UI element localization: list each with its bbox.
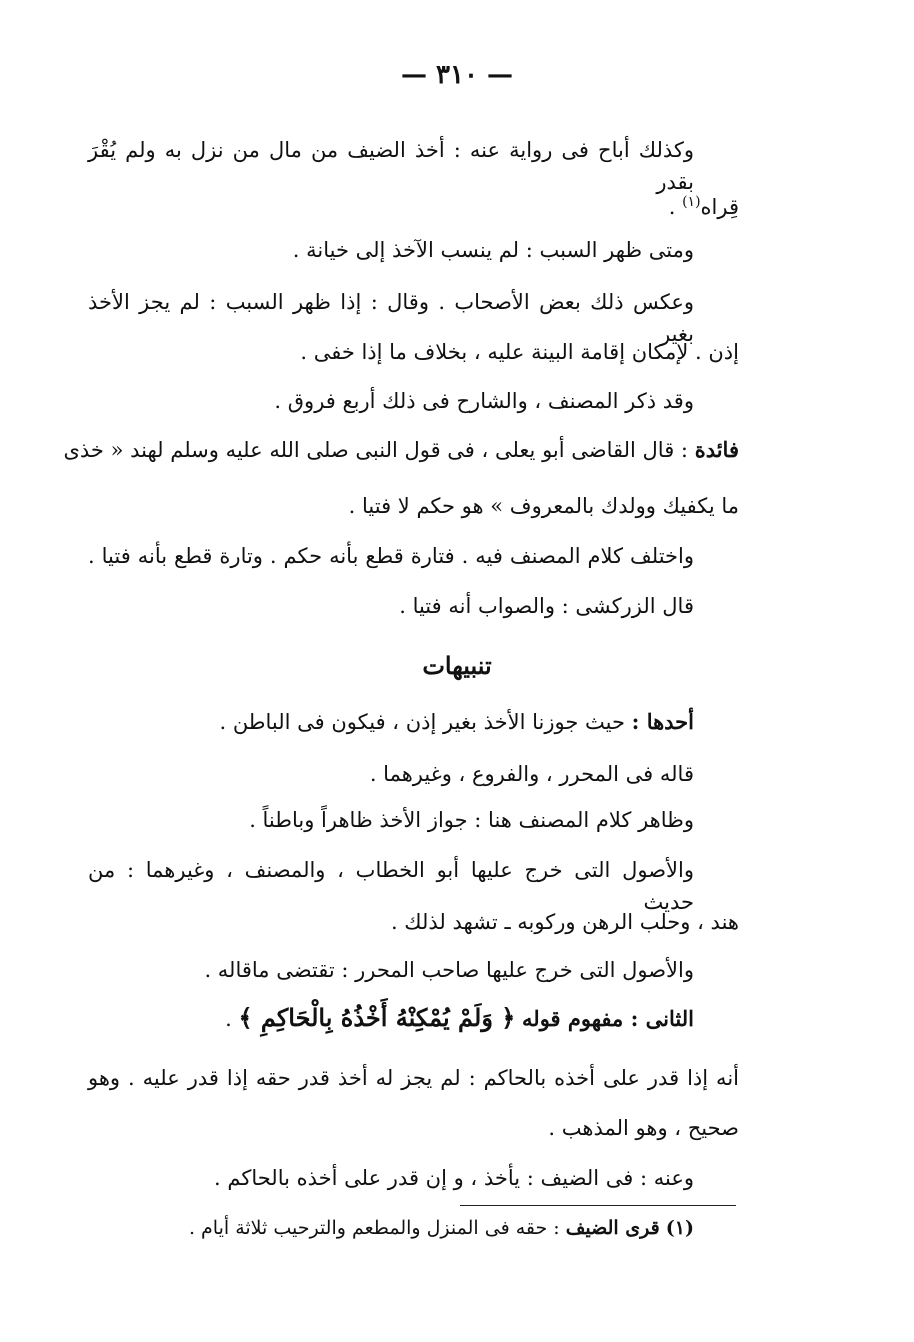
text-line-20: وعنه : فى الضيف : يأخذ ، و إن قدر على أخذه بالحاكم . bbox=[214, 1166, 694, 1190]
footnote-text: : حقه فى المنزل والمطعم والترحيب ثلاثة أيام . bbox=[188, 1217, 560, 1239]
text-line-11 bbox=[219, 706, 694, 738]
text-line-1: وكذلك أباح فى رواية عنه : أخذ الضيف من مال من نزل به ولم يُقْرَ بقدر bbox=[88, 138, 694, 194]
text-line-9: واختلف كلام المصنف فيه . فتارة قطع بأنه حكم . وتارة قطع بأنه فتيا . bbox=[88, 544, 694, 568]
footnote-ref: (١) bbox=[682, 194, 701, 210]
quran-quote: ﴿ وَلَمْ يُمْكِنْهُ أَخْذُهُ بِالْحَاكِمِ ﴾ bbox=[238, 1003, 516, 1032]
item-label-first: أحدها : bbox=[631, 709, 694, 734]
footnote-separator bbox=[460, 1205, 736, 1206]
text-line-17-end: . bbox=[225, 1007, 232, 1031]
item-label-second: الثانى : مفهوم قوله bbox=[522, 1006, 694, 1031]
text-line-12: قاله فى المحرر ، والفروع ، وغيرهما . bbox=[369, 762, 694, 786]
text-line-11-body: حيث جوزنا الأخذ بغير إذن ، فيكون فى الباطن . bbox=[219, 710, 625, 734]
text-line-16: والأصول التى خرج عليها صاحب المحرر : تقتضى ماقاله . bbox=[204, 958, 694, 982]
text-line-14: والأصول التى خرج عليها أبو الخطاب ، والمصنف ، وغيرهما : من حديث bbox=[88, 858, 694, 914]
text-line-7-body: : قال القاضى أبو يعلى ، فى قول النبى صلى الله عليه وسلم لهند « خذى bbox=[63, 438, 688, 462]
note-label: فائدة bbox=[694, 437, 739, 462]
text-line-19: صحيح ، وهو المذهب . bbox=[548, 1116, 739, 1140]
text-line-10: قال الزركشى : والصواب أنه فتيا . bbox=[399, 594, 694, 618]
text-line-2-word: قِراه bbox=[700, 195, 739, 219]
text-line-2 bbox=[669, 186, 739, 223]
text-line-6: وقد ذكر المصنف ، والشارح فى ذلك أربع فروق . bbox=[274, 389, 694, 413]
text-line-17 bbox=[225, 1002, 694, 1035]
footnote bbox=[189, 1212, 694, 1244]
text-line-8: ما يكفيك وولدك بالمعروف » هو حكم لا فتيا . bbox=[348, 494, 739, 518]
text-line-4: وعكس ذلك بعض الأصحاب . وقال : إذا ظهر السبب : لم يجز الأخذ بغير bbox=[88, 290, 694, 346]
text-line-3: ومتى ظهر السبب : لم ينسب الآخذ إلى خيانة . bbox=[292, 238, 694, 262]
text-line-18: أنه إذا قدر على أخذه بالحاكم : لم يجز له أخذ قدر حقه إذا قدر عليه . وهو bbox=[88, 1066, 739, 1090]
text-line-7 bbox=[63, 434, 739, 466]
page-number: — ٣١٠ — bbox=[400, 60, 514, 90]
footnote-term: قرى الضيف bbox=[565, 1217, 660, 1239]
text-line-13: وظاهر كلام المصنف هنا : جواز الأخذ ظاهراً وباطناً . bbox=[249, 808, 694, 832]
text-line-2-end: . bbox=[668, 195, 676, 219]
text-line-5: إذن . لإمكان إقامة البينة عليه ، بخلاف ما إذا خفى . bbox=[300, 340, 739, 364]
section-heading: تنبيهات bbox=[422, 651, 492, 680]
text-line-15: هند ، وحلب الرهن وركوبه ـ تشهد لذلك . bbox=[390, 910, 739, 934]
footnote-marker: (١) bbox=[665, 1217, 694, 1239]
